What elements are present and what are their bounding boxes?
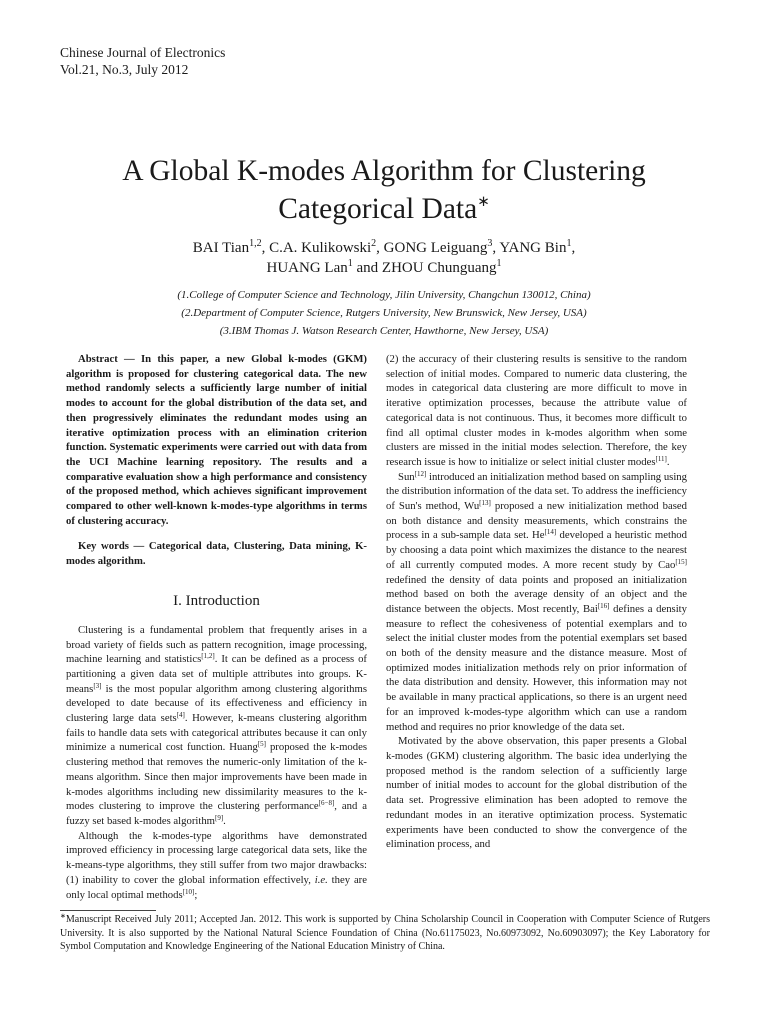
author-name: , YANG Bin [492,240,567,256]
citation: [16] [597,601,610,610]
author-affiliation-mark: 1 [566,238,572,249]
journal-name: Chinese Journal of Electronics [60,45,226,60]
author-affiliation-mark: 3 [487,238,493,249]
paragraph-text: they are only local optimal methods [66,873,367,901]
paragraph-text: , and a fuzzy set based k-modes algorithm [66,800,367,827]
paragraph-text: . However, k-means clustering algorithm fails to handle data sets with categorical attributes because it can only minimize a numerical cost function. Huang [66,712,367,754]
citation: [14] [544,528,557,537]
paragraph-text: developed a heuristic method by choosing a data point which maximizes the distance to the nearest of all currently computed modes. A more recent study by Cao [386,529,687,571]
paragraph-text: defines a density measure to reflect the cohesiveness of potential exemplars and to select the initial cluster modes from the potential exemplars set based on both of the density measure and the distance measure. Most of optimized modes initialization methods rely on prior information of the data distribution and density. However, this information may not be available in many practical applications, so there is an urgent need for an improved k-modes-type algorithm which can use a random method and requires no prior knowledge of the data set. [386,602,687,733]
paragraph-text: Although the k-modes-type algorithms have demonstrated improved efficiency in processing large categorical data sets, like the k-means-type algorithms, they still suffer from two major drawbacks: (1) inability to cover the global information effectively, [66,829,367,886]
paragraph [386,352,687,470]
affiliations [40,286,728,340]
author-name: and ZHOU Chunguang [352,260,497,276]
paragraph: Motivated by the above observation, this paper presents a Global k-modes (GKM) clustering algorithm. The basic idea underlying the proposed method is the random selection of a sufficiently large number of initial modes to account for the global distribution of the data set. Progressive elimination has been adopted to remove the redundant modes in an iterative optimization process. Systematic experiments have been conducted to show the convergence of the elimination process, and [386,735,687,851]
citation: [3] [93,681,102,690]
paragraph-text: ; [194,888,198,901]
paragraph-text: (2) the accuracy of their clustering results is sensitive to the random selection of initial modes. Compared to numeric data clustering, the modes in categorical data clustering are more difficult to move in iterative optimization processes, because the attribute value of categorical data is not continuous. Thus, it becomes more difficult to find all optimal cluster modes in k-modes algorithm when some clusters are missed in the initial modes selection. Therefore, the key research issue is how to initialize or select initial cluster modes [386,353,687,468]
citation: [10] [182,887,195,896]
footnote [60,913,710,954]
citation: [15] [675,557,687,566]
section-title: I. Introduction [173,592,260,609]
author-line-2 [60,258,708,278]
author-name: HUANG Lan [266,260,348,276]
keywords: Key words — Categorical data, Clustering, Data mining, K-modes algorithm. [66,540,367,568]
paragraph [66,623,367,829]
citation: [13] [479,499,491,508]
citation: [9] [215,813,224,822]
author-name: , GONG Leiguang [376,240,488,256]
citation: [5] [257,740,266,749]
paragraph [66,829,367,903]
paragraph-text: proposed a new initialization method based on both distance and density measurements, which constrains the process in a sub-sample data set. He [386,500,687,542]
paragraph-text: introduced an initialization method based on sampling using the distribution information of the data set. To address the inefficiency of Sun's method, Wu [386,470,687,513]
footnote-divider [60,910,156,911]
paragraph [386,470,687,735]
title-footnote-mark: ∗ [477,194,490,210]
citation: [1,2] [201,652,215,661]
author-affiliation-mark: 2 [371,238,377,249]
title-line-2-text: Categorical Data [278,193,478,225]
citation: [11] [655,454,667,463]
paragraph-text: . [666,455,670,468]
author-line-1: BAI Tian$^{1,2}$, C.A. Kulikowski$^2$, GONG Leiguang$^3$, YANG Bin$^1$, [192,238,576,256]
footnote-text: Manuscript Received July 2011; Accepted Jan. 2012. This work is supported by China Scholarship Council in Cooperation with Computer Science of Rutgers University. It is also supported by the National Natural Science Foundation of China (No.61175023, No.60973092, No.60903097); the Key Laboratory for Symbol Computation and Knowledge Engineering of the National Education Ministry of China. [60,914,710,952]
right-column [386,352,687,852]
left-column [66,352,367,902]
journal-issue: Vol.21, No.3, July 2012 [60,62,189,77]
citation: [12] [414,469,427,478]
affiliation-1: (1.College of Computer Science and Technology, Jilin University, Changchun 130012, China) [177,289,591,301]
paragraph-text: Sun [398,470,415,483]
paragraph-text: Clustering is a fundamental problem that frequently arises in a broad variety of fields such as pattern recognition, image processing, machine learning and statistics [66,623,367,666]
footnote-mark: ∗ [60,912,66,920]
author-affiliation-mark: 1,2 [249,238,262,249]
affiliation-2: (2.Department of Computer Science, Rutgers University, New Brunswick, New Jersey, USA) [181,307,587,319]
citation: [4] [176,711,185,720]
title-line-1: A Global K-modes Algorithm for Clustering [122,155,646,187]
abstract: Abstract — In this paper, a new Global k-modes (GKM) algorithm is proposed for clustering categorical data. The new method randomly selects a sufficiently large number of initial modes to account for the global distribution of the data set, and then progressively eliminates the redundant modes using an iterative optimization process with an elimination criterion function. Systematic experiments were carried out with data from the UCI Machine learning repository. The results and a comparative evaluation show a high performance and consistency of the proposed method, which achieves significant improvement compared to other well-known k-modes-type algorithms in terms of clustering accuracy. [66,353,367,527]
author-name: BAI Tian [192,240,250,256]
affiliation-3: (3.IBM Thomas J. Watson Research Center, Hawthorne, New Jersey, USA) [219,325,549,337]
journal-header [60,44,225,78]
title-line-2 [40,190,728,228]
paragraph-text: redefined the density of data points and proposed an initialization method based on both the average density of an object and the distance between the objects. Most recently, Bai [386,573,687,615]
paragraph-text: . It can be defined as a process of partitioning a given data set of multiple attributes into groups. K-means [66,653,367,695]
paragraph-text: is the most popular algorithm among clustering algorithms developed to date because of its effectiveness and efficiency in clustering large data sets [66,682,367,725]
paragraph-text: proposed the k-modes clustering method that removes the numeric-only limitation of the k-means algorithm. Since then major improvements have been made in k-modes algorithms including new dissimilarity measures to the k-modes clustering to improve the clustering performance [66,741,367,813]
author-list [60,238,708,278]
author-affiliation-mark: 1 [347,258,353,269]
paper-title [40,152,728,228]
author-affiliation-mark: 1 [496,258,502,269]
citation: [6−8] [318,799,335,808]
paragraph-text-italic: i.e. [314,873,328,886]
paragraph-text: . [223,814,226,827]
author-name: , C.A. Kulikowski [261,240,372,256]
